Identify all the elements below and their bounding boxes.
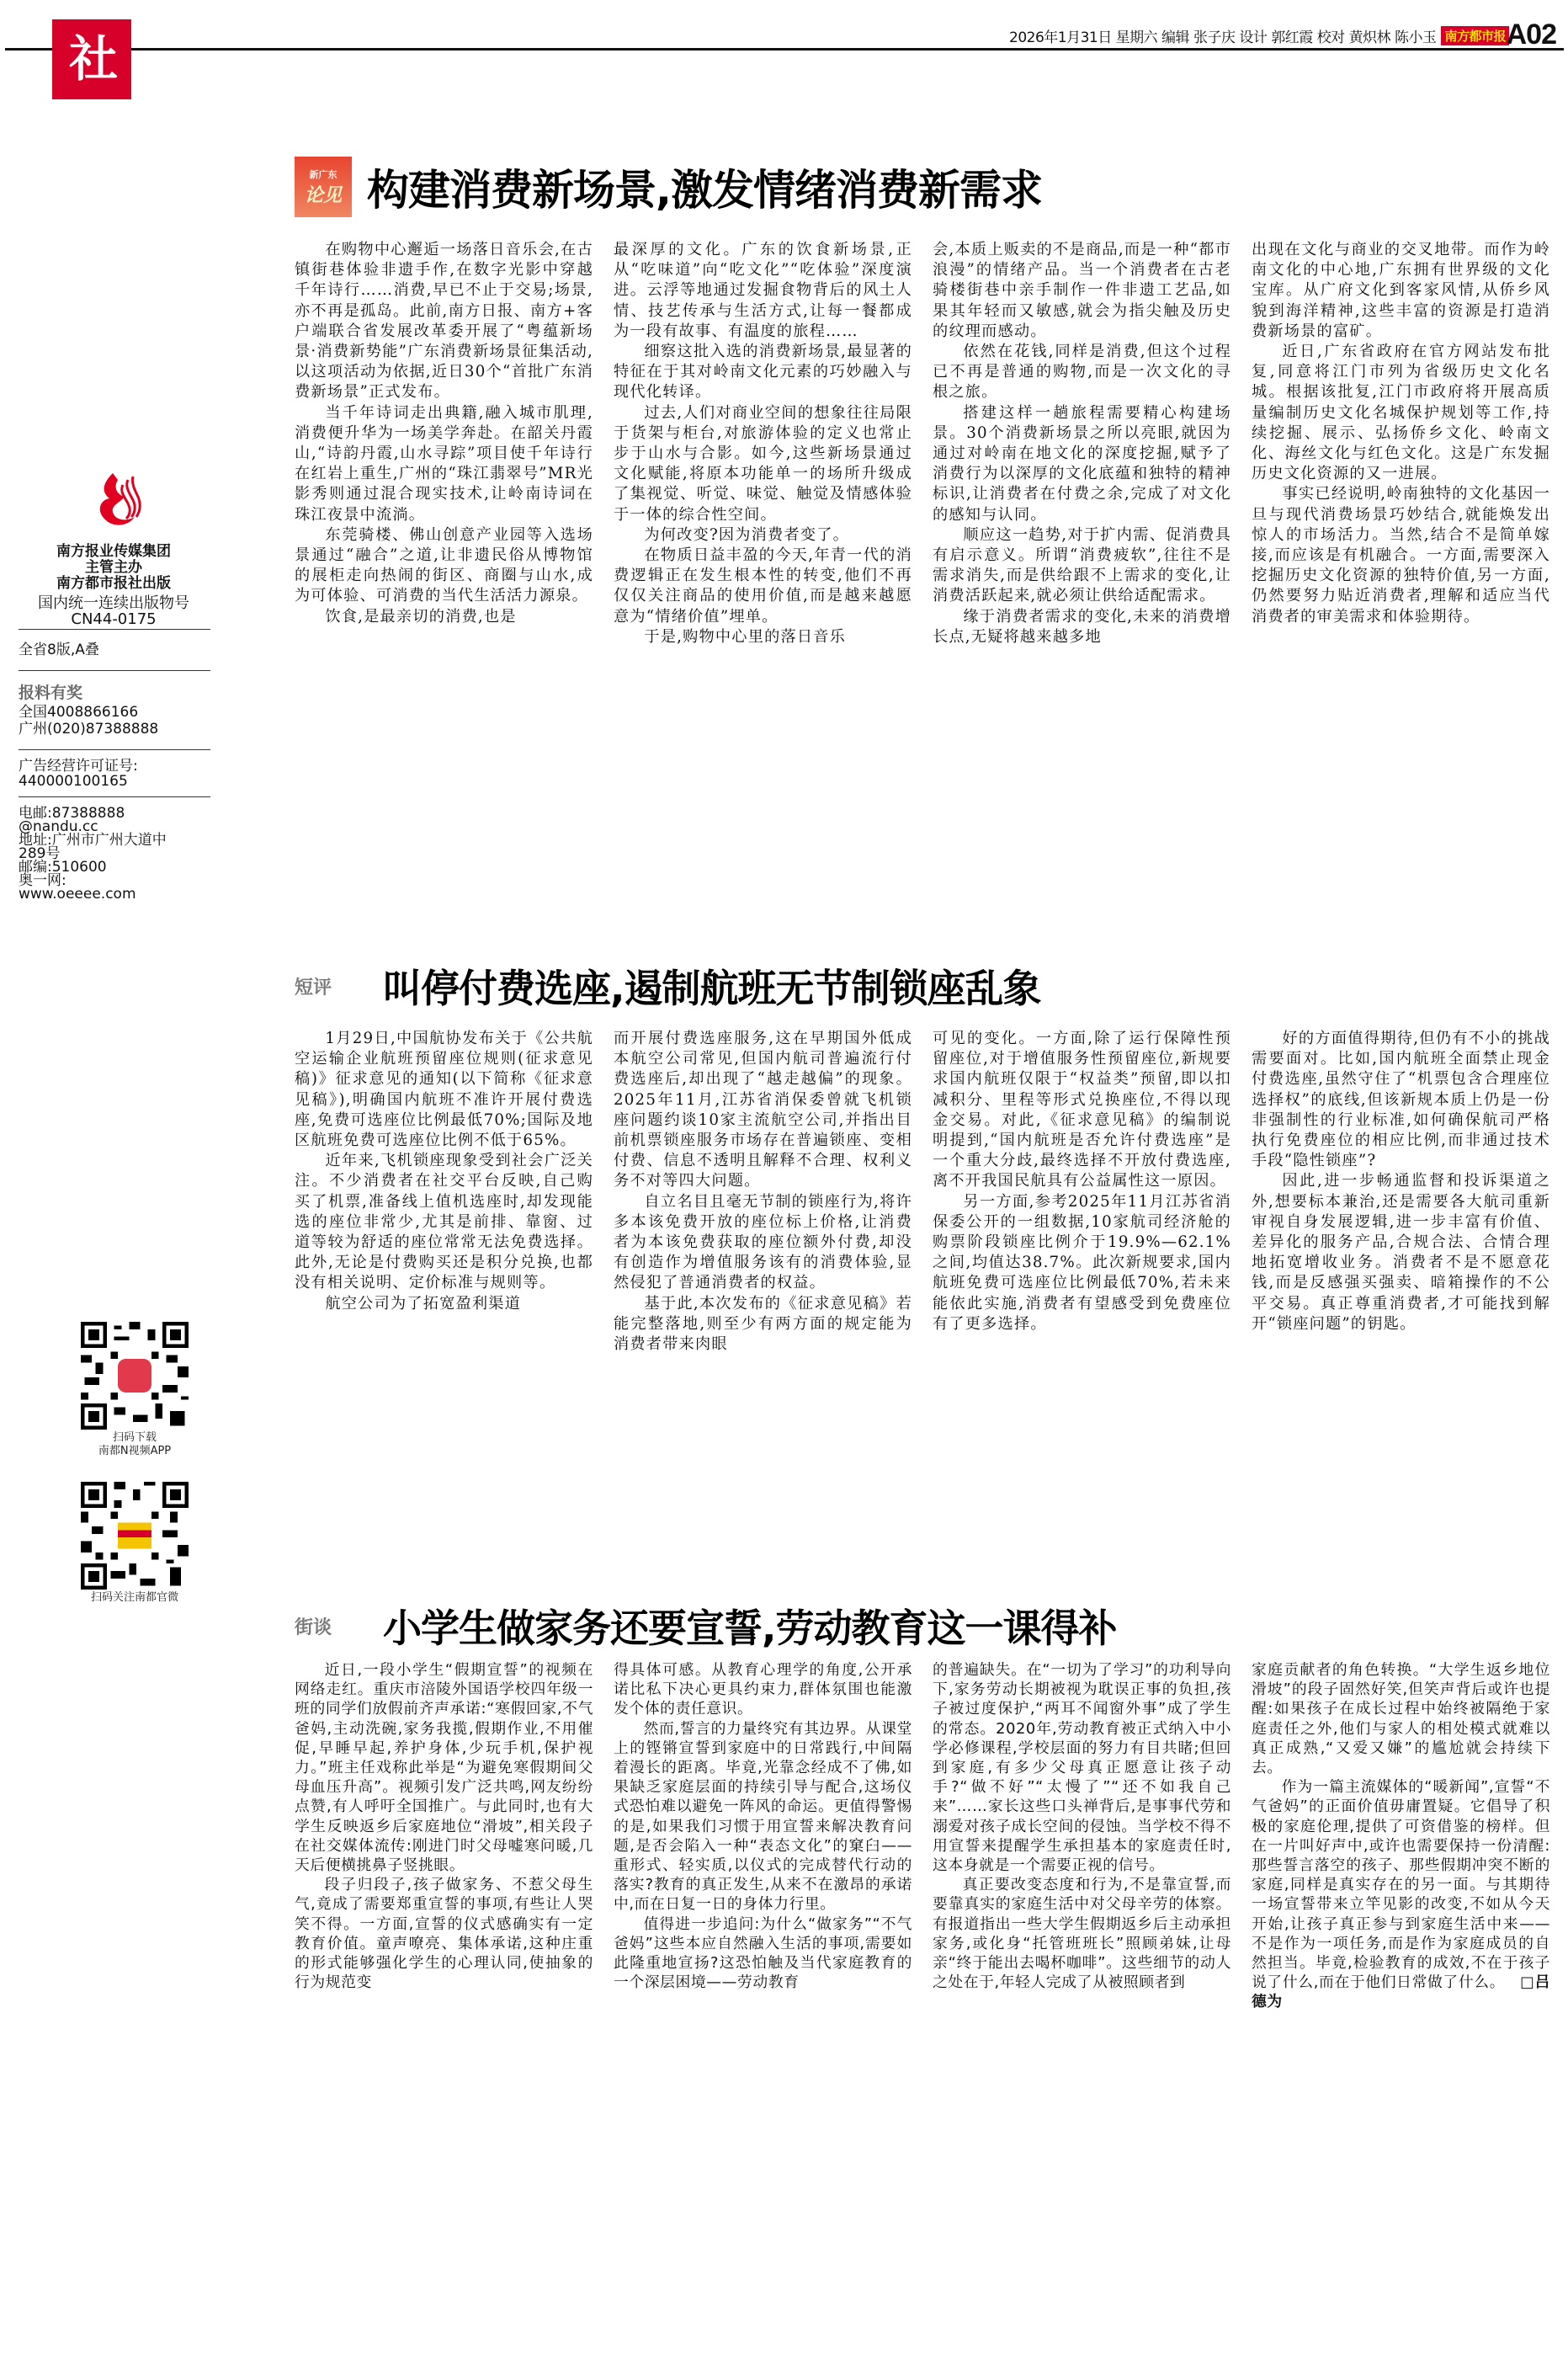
serial-label: 国内统一连续出版物号 bbox=[38, 594, 189, 612]
paragraph-text: 近年来,飞机锁座现象受到社会广泛关注。不少消费者在社交平台反映,自己购买了机票,准备线上值机选座时,却发现能选的座位非常少,尤其是前排、靠窗、过道等较为舒适的座位常常无法免费选择。此外,无论是付费购买还是积分兑换,也都没有相关说明、定价标准与规则等。 bbox=[295, 1152, 593, 1292]
paragraph bbox=[295, 240, 593, 403]
paragraph-text: 得具体可感。从教育心理学的角度,公开承诺比私下决心更具约束力,群体氛围也能激发个体的责任意识。 bbox=[614, 1661, 912, 1718]
tip-national: 全国4008866166 bbox=[19, 704, 139, 721]
divider bbox=[19, 670, 210, 671]
paragraph bbox=[933, 525, 1231, 607]
paragraph bbox=[614, 1660, 912, 1719]
paragraph bbox=[933, 403, 1231, 525]
paragraph-text: 好的方面值得期待,但仍有不小的挑战需要面对。比如,国内航班全面禁止现金付费选座,虽然守住了“机票包含合理座位选择权”的底线,但该新规本质上仍是一份非强制性的行业标准,如何确保航司严格执行免费座位的相应比例,而非通过技术手段“隐性锁座”? bbox=[1252, 1030, 1550, 1170]
paragraph bbox=[1252, 484, 1550, 626]
paragraph-text: 最深厚的文化。广东的饮食新场景,正从“吃味道”向“吃文化”“吃体验”深度演进。云浮等地通过发掘食物背后的风土人情、技艺传承与生活方式,让每一餐都成为一段有故事、有温度的旅程…… bbox=[614, 241, 912, 340]
paragraph bbox=[295, 1294, 593, 1314]
paragraph-text: 可见的变化。一方面,除了运行保障性预留座位,对于增值服务性预留座位,新规要求国内航班仅限于“权益类”预留,即以扣减积分、里程等形式兑换座位,不得以现金交易。对此,《征求意见稿》的编制说明提到,“国内航班是否允许付费选座”是一个重大分歧,最终选择不开放付费选座,离不开我国民航具有公益属性这一原因。 bbox=[933, 1030, 1231, 1190]
paragraph bbox=[933, 607, 1231, 647]
paragraph bbox=[614, 403, 912, 525]
postcode: 邮编:510600 bbox=[19, 859, 107, 876]
paragraph-text: 在物质日益丰盈的今天,年青一代的消费逻辑正在发生根本性的转变,他们不再仅仅关注商品的使用价值,而是越来越愿意为“情绪价值”埋单。 bbox=[614, 546, 912, 626]
paragraph-text: 近日,一段小学生“假期宣誓”的视频在网络走红。重庆市涪陵外国语学校四年级一班的同学们放假前齐声承诺:“寒假回家,不气爸妈,主动洗碗,家务我揽,假期作业,不用催促,早睡早起,养护身体,少玩手机,保护视力。”班主任戏称此举是“为避免寒假期间父母血压升高”。视频引发广泛共鸣,网友纷纷点赞,有人呼吁全国推广。与此同时,也有大学生反映返乡后家庭地位“滑坡”,相关段子在社交媒体流传:刚进门时父母嘘寒问暖,几天后便横挑鼻子竖挑眼。 bbox=[295, 1661, 593, 1875]
paragraph-text: 顺应这一趋势,对于扩内需、促消费具有启示意义。所谓“消费疲软”,往往不是需求消失,而是供给跟不上需求的变化,让消费活跃起来,就必须让供给适配需求。 bbox=[933, 525, 1231, 605]
paragraph bbox=[614, 342, 912, 403]
paragraph-text: 航空公司为了拓宽盈利渠道 bbox=[325, 1294, 522, 1313]
article-1-title-row bbox=[295, 157, 1042, 217]
paragraph-text: 1月29日,中国航协发布关于《公共航空运输企业航班预留座位规则(征求意见稿)》征求意见的通知(以下简称《征求意见稿》),明确国内航班不准许开展付费选座,免费可选座位比例最低70%;国际及地区航班免费可选座位比例不低于65%。 bbox=[295, 1030, 593, 1150]
site-url[interactable]: www.oeeee.com bbox=[19, 886, 136, 903]
paragraph bbox=[1252, 240, 1550, 342]
paragraph bbox=[295, 607, 593, 627]
edition-info: 全省8版,A叠 bbox=[19, 642, 99, 658]
divider bbox=[19, 749, 210, 750]
paragraph-text: 段子归段子,孩子做家务、不惹父母生气,竟成了需要郑重宣誓的事项,有些让人哭笑不得。一方面,宣誓的仪式感确实有一定教育价值。童声嘹亮、集体承诺,这种庄重的形式能够强化学生的心理认同,使抽象的行为规范变 bbox=[295, 1876, 593, 1992]
section-masthead: 社论 bbox=[52, 19, 131, 99]
article-3-headline: 小学生做家务还要宣誓,劳动教育这一课得补 bbox=[383, 1606, 1117, 1651]
article-column bbox=[295, 1029, 593, 1559]
article-3-kicker: 街谈 bbox=[295, 1616, 332, 1638]
column-logo-big: 论见 bbox=[304, 184, 342, 206]
paragraph-text: 事实已经说明,岭南独特的文化基因一旦与现代消费场景巧妙结合,就能焕发出惊人的市场活力。当然,结合不是简单嫁接,而应该是有机融合。一方面,需要深入挖掘历史文化资源的独特价值,另一方面,仍然要努力贴近消费者,理解和适应当代消费者的审美需求和体验期待。 bbox=[1252, 485, 1550, 626]
article-2-kicker: 短评 bbox=[295, 977, 332, 999]
paragraph bbox=[295, 403, 593, 525]
article-2-headline: 叫停付费选座,遏制航班无节制锁座乱象 bbox=[383, 966, 1041, 1011]
paragraph bbox=[933, 1029, 1231, 1192]
page-number: A02 bbox=[1506, 19, 1556, 51]
paragraph-text: 作为一篇主流媒体的“暖新闻”,宣誓“不气爸妈”的正面价值毋庸置疑。它倡导了积极的家庭伦理,提供了可资借鉴的榜样。但在一片叫好声中,或许也需要保持一份清醒:那些誓言落空的孩子、那些假期冲突不断的家庭,同样是真实存在的另一面。与其期待一场宣誓带来立竿见影的改变,不如从今天开始,让孩子真正参与到家庭生活中来——不是作为一项任务,而是作为家庭成员的自然担当。毕竟,检验教育的成效,不在于孩子说了什么,而在于他们日常做了什么。 bbox=[1252, 1778, 1550, 1992]
site-label: 奥一网: bbox=[19, 872, 66, 889]
paragraph-text: 依然在花钱,同样是消费,但这个过程已不再是普通的购物,而是一次文化的寻根之旅。 bbox=[933, 343, 1231, 402]
qr-weibo-caption: 扫码关注南都官微 bbox=[90, 1591, 178, 1604]
paragraph-text: 东莞骑楼、佛山创意产业园等入选场景通过“融合”之道,让非遗民俗从博物馆的展柜走向热闹的街区、商圈与山水,成为可体验、可消费的当代生活活力源泉。 bbox=[295, 525, 593, 605]
paragraph bbox=[295, 1660, 593, 1875]
paragraph bbox=[933, 240, 1231, 342]
email-line-1: 电邮:87388888 bbox=[19, 805, 125, 822]
article-column bbox=[933, 1660, 1231, 2334]
paragraph bbox=[614, 1719, 912, 1915]
article-column bbox=[1252, 1029, 1550, 1559]
article-column bbox=[933, 240, 1231, 913]
address-line-2: 289号 bbox=[19, 845, 61, 862]
header-rule bbox=[5, 48, 1564, 51]
column-logo-small: 新广东 bbox=[309, 168, 338, 180]
publisher-line-3: 南方都市报社出版 bbox=[56, 575, 171, 592]
publisher-line-2: 主管主办 bbox=[85, 559, 142, 576]
email-line-2: @nandu.cc bbox=[19, 818, 98, 835]
article-column bbox=[614, 1029, 912, 1559]
brand-badge: 南方都市报 bbox=[1441, 26, 1509, 45]
article-column bbox=[1252, 240, 1550, 913]
paragraph bbox=[933, 1875, 1231, 1992]
paragraph bbox=[614, 240, 912, 342]
paragraph-text: 出现在文化与商业的交叉地带。而作为岭南文化的中心地,广东拥有世界级的文化宝库。从广府文化到客家风情,从侨乡风貌到海洋精神,这些丰富的资源是打造消费新场景的富矿。 bbox=[1252, 241, 1550, 340]
article-column bbox=[614, 240, 912, 913]
paragraph bbox=[614, 1915, 912, 1993]
paragraph bbox=[614, 546, 912, 627]
paragraph-text: 会,本质上贩卖的不是商品,而是一种“都市浪漫”的情绪产品。当一个消费者在古老骑楼街巷中亲手制作一件非遗工艺品,如果其年轻而又敏感,就会为指尖触及历史的纹理而感动。 bbox=[933, 241, 1231, 340]
paragraph bbox=[295, 1151, 593, 1293]
paragraph-text: 缘于消费者需求的变化,未来的消费增长点,无疑将越来越多地 bbox=[933, 607, 1231, 646]
paragraph bbox=[614, 1192, 912, 1294]
divider bbox=[19, 796, 210, 797]
paragraph bbox=[933, 1660, 1231, 1875]
paragraph-text: 自立名目且毫无节制的锁座行为,将许多本该免费开放的座位标上价格,让消费者为本该免费获取的座位额外付费,却没有创造作为增值服务该有的消费体验,显然侵犯了普通消费者的权益。 bbox=[614, 1192, 912, 1292]
column-logo bbox=[295, 157, 352, 217]
address-line-1: 地址:广州市广州大道中 bbox=[19, 832, 167, 849]
paragraph-text: 另一方面,参考2025年11月江苏省消保委公开的一组数据,10家航司经济舱的购票阶段锁座比例介于19.9%—62.1%之间,均值达38.7%。此次新规要求,国内航班免费可选座位比例最低70%,若未来能依此实施,消费者有望感受到免费座位有了更多选择。 bbox=[933, 1192, 1231, 1333]
publisher-line-1: 南方报业传媒集团 bbox=[56, 543, 171, 560]
tip-heading: 报料有奖 bbox=[19, 684, 83, 702]
qr-app-caption-1: 扫码下载 bbox=[112, 1431, 157, 1444]
paragraph-text: 的普遍缺失。在“一切为了学习”的功利导向下,家务劳动长期被视为耽误正事的负担,孩子被过度保护,“两耳不闻窗外事”成了学生的常态。2020年,劳动教育被正式纳入中小学必修课程,学校层面的努力有目共睹;但回到家庭,有多少父母真正愿意让孩子动手?“做不好”“太慢了”“还不如我自己来”……家长这些口头禅背后,是事事代劳和溺爱对孩子成长空间的侵蚀。当学校不得不用宣誓来提醒学生承担基本的家庭责任时,这本身就是一个需要正视的信号。 bbox=[933, 1661, 1231, 1875]
qr-code-weibo-icon[interactable] bbox=[81, 1482, 189, 1590]
paragraph bbox=[295, 525, 593, 607]
paragraph-text: 因此,进一步畅通监督和投诉渠道之外,想要标本兼治,还是需要各大航司重新审视自身发展逻辑,进一步丰富有价值、差异化的服务产品,合规合法、合情合理地拓宽增收业务。消费者不是不愿意花钱,而是反感强买强卖、暗箱操作的不公平交易。真正尊重消费者,才可能找到解开“锁座问题”的钥匙。 bbox=[1252, 1172, 1550, 1333]
paragraph bbox=[933, 342, 1231, 403]
article-column bbox=[614, 1660, 912, 2334]
divider bbox=[19, 629, 210, 630]
paragraph-text: 细察这批入选的消费新场景,最显著的特征在于其对岭南文化元素的巧妙融入与现代化转译。 bbox=[614, 343, 912, 402]
paragraph-text: 当千年诗词走出典籍,融入城市肌理,消费便升华为一场美学奔赴。在韶关丹霞山,“诗韵丹霞,山水寻踪”项目使千年诗行在红岩上重生,广州的“珠江翡翠号”MR光影秀则通过混合现实技术,让岭南诗词在珠江夜景中流淌。 bbox=[295, 403, 593, 524]
paragraph bbox=[614, 1029, 912, 1192]
header-info bbox=[1009, 25, 1509, 46]
paragraph-text: 饮食,是最亲切的消费,也是 bbox=[325, 607, 517, 626]
article-1-body bbox=[295, 240, 1550, 913]
ad-license-label: 广告经营许可证号: bbox=[19, 758, 138, 775]
paragraph bbox=[1252, 1029, 1550, 1171]
paragraph bbox=[295, 1875, 593, 1992]
paragraph bbox=[614, 627, 912, 647]
paragraph-text: 基于此,本次发布的《征求意见稿》若能完整落地,则至少有两方面的规定能为消费者带来肉眼 bbox=[614, 1294, 912, 1354]
byline: □吕德为 bbox=[1252, 1973, 1550, 2011]
paragraph-text: 为何改变?因为消费者变了。 bbox=[644, 525, 849, 544]
paragraph-text: 搭建这样一趟旅程需要精心构建场景。30个消费新场景之所以亮眼,就因为通过对岭南在地文化的深度挖掘,赋予了消费行为以深厚的文化底蕴和独特的精神标识,让消费者在付费之余,完成了对文化的感知与认同。 bbox=[933, 403, 1231, 524]
article-column bbox=[295, 1660, 593, 2334]
qr-app-caption-2: 南都N视频APP bbox=[98, 1445, 172, 1457]
article-2-body bbox=[295, 1029, 1550, 1559]
paragraph-text: 而开展付费选座服务,这在早期国外低成本航空公司常见,但国内航司普遍流行付费选座后,却出现了“越走越偏”的现象。2025年11月,江苏省消保委曾就飞机锁座问题约谈10家主流航空公司,并指出目前机票锁座服务市场存在普遍锁座、变相付费、信息不透明且解释不合理、权利义务不对等四大问题。 bbox=[614, 1030, 912, 1190]
article-column bbox=[933, 1029, 1231, 1559]
paragraph bbox=[614, 525, 912, 546]
qr-code-app-icon[interactable] bbox=[81, 1322, 189, 1430]
paragraph-text: 家庭贡献者的角色转换。“大学生返乡地位滑坡”的段子固然好笑,但笑声背后或许也提醒:如果孩子在成长过程中始终被隔绝于家庭责任之外,他们与家人的相处模式就难以真正成熟,“又爱又嫌”的尴尬就会持续下去。 bbox=[1252, 1661, 1550, 1777]
paragraph bbox=[614, 1294, 912, 1355]
paragraph-text: 真正要改变态度和行为,不是靠宣誓,而要靠真实的家庭生活中对父母辛劳的体察。有报道指出一些大学生假期返乡后主动承担家务,或化身“托管班班长”照顾弟妹,让母亲“终于能出去喝杯咖啡”。这些细节的动人之处在于,年轻人完成了从被照顾者到 bbox=[933, 1876, 1231, 1992]
paragraph bbox=[1252, 1660, 1550, 1777]
ad-license-number: 440000100165 bbox=[19, 773, 128, 790]
article-3-title-row bbox=[295, 1598, 1116, 1654]
paragraph-text: 近日,广东省政府在官方网站发布批复,同意将江门市列为省级历史文化名城。根据该批复,江门市政府将开展高质量编制历史文化名城保护规划等工作,持续挖掘、展示、弘扬侨乡文化、岭南文化、海丝文化与红色文化。这是广东发掘历史文化资源的又一进展。 bbox=[1252, 343, 1550, 483]
paragraph-text: 值得进一步追问:为什么“做家务”“不气爸妈”这些本应自然融入生活的事项,需要如此隆重地宣扬?这恐怕触及当代家庭教育的一个深层困境——劳动教育 bbox=[614, 1915, 912, 1992]
paragraph bbox=[933, 1192, 1231, 1334]
header-credits: 2026年1月31日 星期六 编辑 张子庆 设计 郭红霞 校对 黄炽林 陈小玉 bbox=[1009, 29, 1437, 46]
paragraph-text: 过去,人们对商业空间的想象往往局限于货架与柜台,对旅游体验的定义也常止步于山水与合影。如今,这些新场景通过文化赋能,将原本功能单一的场所升级成了集视觉、听觉、味觉、触觉及情感体验于一体的综合性空间。 bbox=[614, 403, 912, 524]
article-2-title-row bbox=[295, 958, 1040, 1014]
paragraph bbox=[1252, 1171, 1550, 1334]
serial-number: CN44-0175 bbox=[71, 610, 157, 628]
article-column bbox=[1252, 1660, 1550, 2334]
paragraph bbox=[1252, 1777, 1550, 2011]
paragraph-text: 在购物中心邂逅一场落日音乐会,在古镇街巷体验非遗手作,在数字光影中穿越千年诗行……消费,早已不止于交易;场景,亦不再是孤岛。此前,南方日报、南方+客户端联合省发展改革委开展了“粤蕴新场景·消费新势能”广东消费新场景征集活动,以这项活动为依据,近日30个“首批广东消费新场景”正式发布。 bbox=[295, 241, 593, 402]
article-column bbox=[295, 240, 593, 913]
nanfang-logo-icon bbox=[84, 471, 143, 532]
article-1-headline: 构建消费新场景,激发情绪消费新需求 bbox=[367, 166, 1042, 215]
tip-guangzhou: 广州(020)87388888 bbox=[19, 721, 159, 738]
paragraph bbox=[295, 1029, 593, 1151]
paragraph-text: 然而,誓言的力量终究有其边界。从课堂上的铿锵宣誓到家庭中的日常践行,中间隔着漫长的距离。毕竟,光靠念经成不了佛,如果缺乏家庭层面的持续引导与配合,这场仪式恐怕难以避免一阵风的命运。更值得警惕的是,如果我们习惯于用宣誓来解决教育问题,是否会陷入一种“表态文化”的窠臼——重形式、轻实质,以仪式的完成替代行动的落实?教育的真正发生,从来不在激昂的承诺中,而在日复一日的身体力行里。 bbox=[614, 1719, 912, 1914]
article-3-body bbox=[295, 1660, 1550, 2334]
paragraph bbox=[1252, 342, 1550, 484]
paragraph-text: 于是,购物中心里的落日音乐 bbox=[644, 627, 847, 646]
